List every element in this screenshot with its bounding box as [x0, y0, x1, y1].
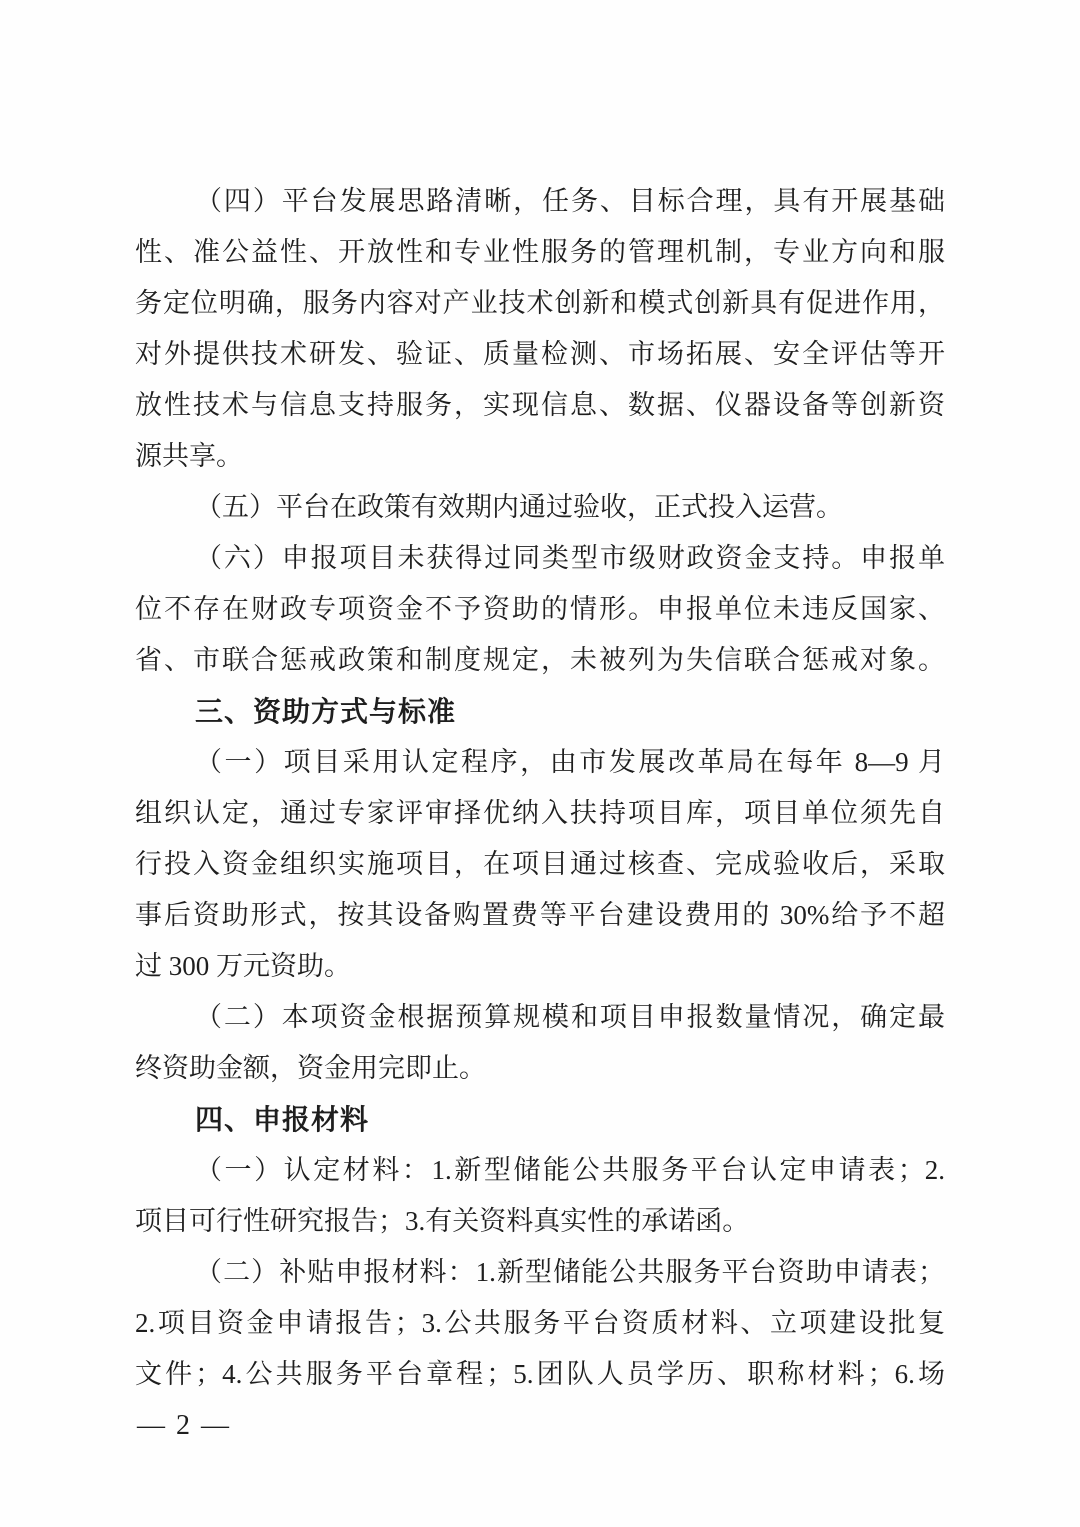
section-heading-funding: 三、资助方式与标准	[195, 696, 457, 727]
paragraph-line: 文件；4.公共服务平台章程；5.团队人员学历、职称材料；6.场	[135, 1359, 945, 1389]
paragraph-line: 行投入资金组织实施项目，在项目通过核查、完成验收后，采取	[135, 849, 945, 879]
paragraph-line: 过 300 万元资助。	[135, 951, 351, 981]
paragraph-line: （四）平台发展思路清晰，任务、目标合理，具有开展基础	[195, 186, 945, 216]
paragraph-line: 组织认定，通过专家评审择优纳入扶持项目库，项目单位须先自	[135, 798, 945, 828]
paragraph-line: 2.项目资金申请报告；3.公共服务平台资质材料、立项建设批复	[135, 1308, 945, 1338]
paragraph-line: 终资助金额，资金用完即止。	[135, 1053, 486, 1083]
paragraph-line: 放性技术与信息支持服务，实现信息、数据、仪器设备等创新资	[135, 390, 945, 420]
paragraph-line: 项目可行性研究报告；3.有关资料真实性的承诺函。	[135, 1206, 750, 1236]
paragraph-line: 源共享。	[135, 441, 243, 471]
paragraph-line: 事后资助形式，按其设备购置费等平台建设费用的 30%给予不超	[135, 900, 945, 930]
paragraph-line: 位不存在财政专项资金不予资助的情形。申报单位未违反国家、	[135, 594, 945, 624]
paragraph-line: （二）补贴申报材料：1.新型储能公共服务平台资助申请表；	[195, 1257, 945, 1287]
paragraph-line: 省、市联合惩戒政策和制度规定，未被列为失信联合惩戒对象。	[135, 645, 945, 675]
section-heading-materials: 四、申报材料	[195, 1104, 370, 1135]
paragraph-line: （一）认定材料：1.新型储能公共服务平台认定申请表；2.	[195, 1155, 945, 1185]
paragraph-line: （二）本项资金根据预算规模和项目申报数量情况，确定最	[195, 1002, 945, 1032]
paragraph-line: 性、准公益性、开放性和专业性服务的管理机制，专业方向和服	[135, 237, 945, 267]
paragraph-line: （五）平台在政策有效期内通过验收，正式投入运营。	[195, 492, 843, 522]
paragraph-line: 务定位明确，服务内容对产业技术创新和模式创新具有促进作用，	[135, 288, 945, 318]
page-number: — 2 —	[137, 1410, 231, 1441]
paragraph-line: （一）项目采用认定程序，由市发展改革局在每年 8—9 月	[195, 747, 945, 777]
document-body	[135, 176, 945, 1400]
paragraph-line: 对外提供技术研发、验证、质量检测、市场拓展、安全评估等开	[135, 339, 945, 369]
paragraph-line: （六）申报项目未获得过同类型市级财政资金支持。申报单	[195, 543, 945, 573]
